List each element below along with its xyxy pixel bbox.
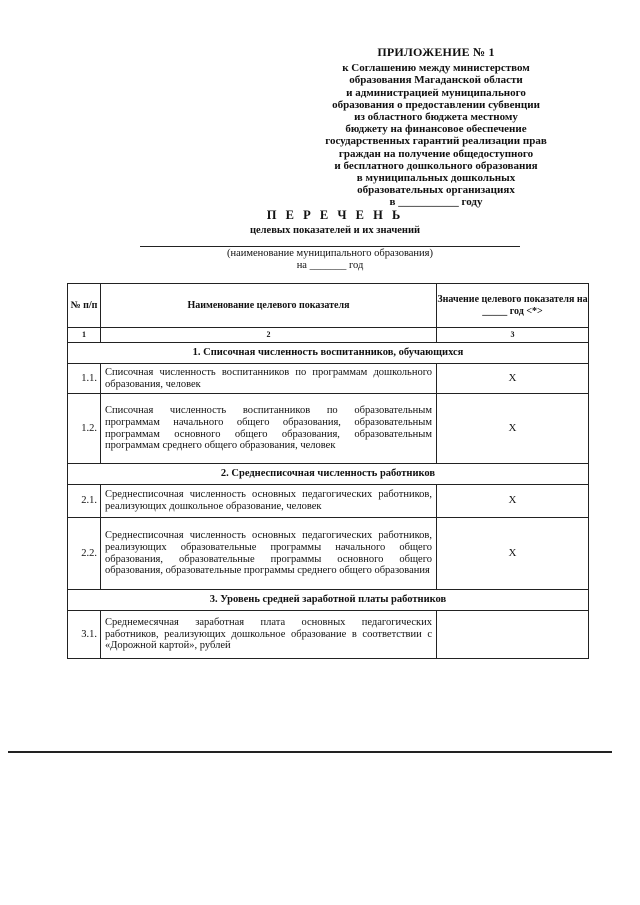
row-number: 1.1. bbox=[68, 364, 101, 394]
page-divider bbox=[8, 751, 612, 753]
annex-line: и бесплатного дошкольного образования bbox=[334, 159, 538, 172]
column-numbers-row bbox=[68, 328, 589, 343]
row-name: Среднемесячная заработная плата основных педагогических работников, реализующих дошкольное образование в соответствии с «Дорожной картой», рублей bbox=[101, 611, 437, 659]
row-name: Среднесписочная численность основных педагогических работников, реализующих образовательные программы начального общего образования, образовательные программы основного общего образования, образовательные программы среднего общего образования bbox=[101, 518, 437, 590]
section-row bbox=[68, 464, 589, 485]
table-row bbox=[68, 611, 589, 659]
row-name: Списочная численность воспитанников по образовательным программам начального общего образования, образовательным программам основного общего образования, образовательным программам среднего общего образования, человек bbox=[101, 394, 437, 464]
municipality-caption: (наименование муниципального образования) bbox=[226, 248, 434, 259]
annex-line: бюджету на финансовое обеспечение bbox=[345, 123, 527, 136]
section-title: 2. Среднесписочная численность работников bbox=[68, 464, 589, 485]
table-header-row bbox=[68, 284, 589, 328]
annex-line: в муниципальных дошкольных bbox=[356, 172, 516, 185]
row-number: 2.2. bbox=[68, 518, 101, 590]
row-value: Х bbox=[437, 364, 589, 394]
annex-line: образовательных организациях bbox=[357, 184, 515, 197]
row-value: Х bbox=[437, 394, 589, 464]
table-row bbox=[68, 518, 589, 590]
table-row bbox=[68, 364, 589, 394]
annex-line: образования Магаданской области bbox=[349, 74, 523, 87]
row-number: 3.1. bbox=[68, 611, 101, 659]
table-row bbox=[68, 394, 589, 464]
row-value bbox=[437, 611, 589, 659]
section-title: 1. Списочная численность воспитанников, обучающихся bbox=[68, 343, 589, 364]
column-number: 2 bbox=[101, 328, 437, 343]
annex-header bbox=[302, 46, 570, 209]
header-name: Наименование целевого показателя bbox=[101, 284, 437, 328]
annex-line: образования о предоставлении субвенции bbox=[332, 98, 540, 111]
header-value: Значение целевого показателя на _____ год <*> bbox=[437, 284, 589, 328]
row-number: 2.1. bbox=[68, 485, 101, 518]
annex-line: граждан на получение общедоступного bbox=[338, 147, 534, 160]
year-line: на _______ год bbox=[296, 260, 364, 271]
municipality-blank-line bbox=[140, 246, 520, 247]
column-number: 3 bbox=[437, 328, 589, 343]
table-row bbox=[68, 485, 589, 518]
row-value: Х bbox=[437, 518, 589, 590]
indicators-table bbox=[67, 283, 589, 659]
annex-line: и администрацией муниципального bbox=[346, 86, 526, 99]
municipality-block bbox=[130, 248, 530, 272]
document-subtitle: целевых показателей и их значений bbox=[249, 225, 421, 236]
header-num: № п/п bbox=[68, 284, 101, 328]
row-number: 1.2. bbox=[68, 394, 101, 464]
document-heading bbox=[130, 208, 540, 236]
annex-line: государственных гарантий реализации прав bbox=[325, 135, 547, 148]
document-title: П Е Р Е Ч Е Н Ь bbox=[266, 208, 404, 222]
section-row bbox=[68, 590, 589, 611]
row-value: Х bbox=[437, 485, 589, 518]
annex-line: к Соглашению между министерством bbox=[342, 62, 530, 75]
row-name: Среднесписочная численность основных педагогических работников, реализующих дошкольное образование, человек bbox=[101, 485, 437, 518]
annex-line: из областного бюджета местному bbox=[354, 111, 518, 124]
section-title: 3. Уровень средней заработной платы работников bbox=[68, 590, 589, 611]
column-number: 1 bbox=[68, 328, 101, 343]
section-row bbox=[68, 343, 589, 364]
annex-line: в ___________ году bbox=[389, 196, 483, 209]
row-name: Списочная численность воспитанников по программам дошкольного образования, человек bbox=[101, 364, 437, 394]
annex-title: ПРИЛОЖЕНИЕ № 1 bbox=[377, 45, 495, 59]
